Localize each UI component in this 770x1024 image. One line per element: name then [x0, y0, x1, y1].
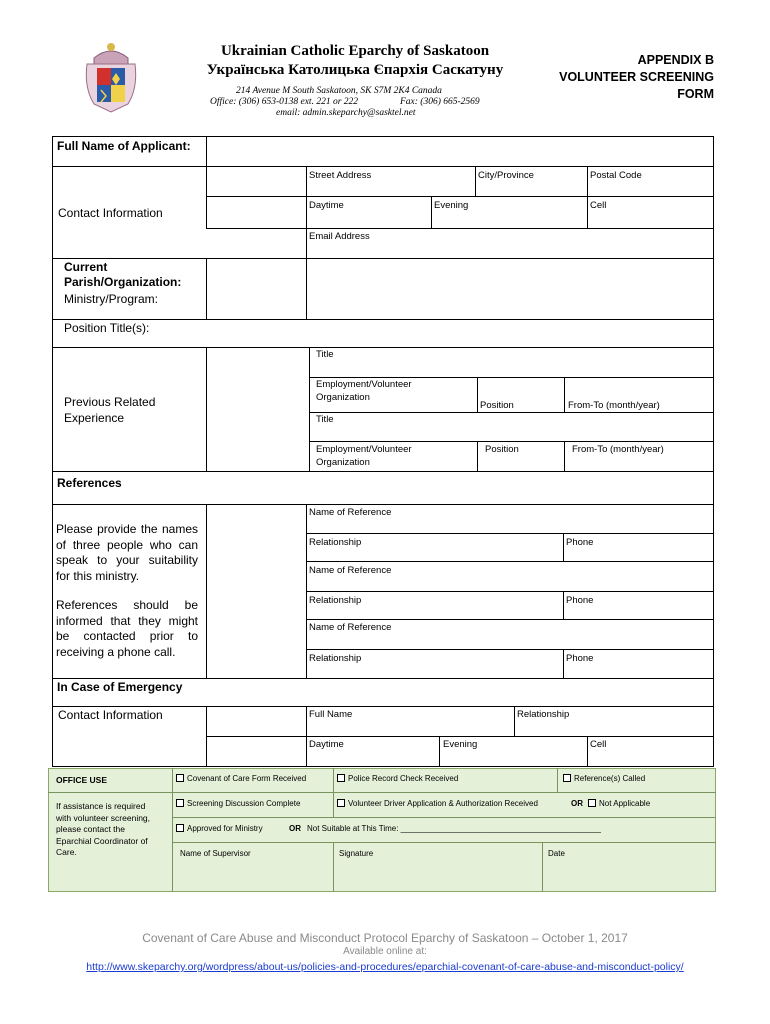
references-instructions: Please provide the names of three people who can speak to your suitability for this ministry. [56, 522, 198, 583]
emergency-daytime-field[interactable]: Daytime [309, 739, 344, 750]
current-label: Current [64, 260, 108, 274]
emergency-contact-label: Contact Information [58, 708, 163, 722]
or-text-2: OR [289, 824, 301, 833]
employment-org-field-1-line2: Organization [316, 392, 370, 403]
reference-name-field-2[interactable]: Name of Reference [309, 565, 392, 576]
city-province-field[interactable]: City/Province [478, 170, 534, 181]
reference-phone-field-1[interactable]: Phone [566, 537, 594, 548]
references-heading: References [57, 476, 122, 490]
emergency-relationship-field[interactable]: Relationship [517, 709, 570, 720]
covenant-checkbox-row[interactable] [176, 773, 306, 784]
date-field[interactable]: Date [548, 849, 565, 858]
footer-available-text: Available online at: [343, 946, 427, 957]
reference-relationship-field-1[interactable]: Relationship [309, 537, 362, 548]
contact-info-label: Contact Information [58, 206, 163, 220]
references-note: References should be informed that they might be contacted prior to receiving a phone call. [56, 598, 198, 659]
not-suitable-field[interactable]: Not Suitable at This Time: _____________________________________________ [307, 824, 601, 833]
street-address-field[interactable]: Street Address [309, 170, 372, 181]
title-field-2[interactable]: Title [316, 414, 334, 425]
checkbox-icon[interactable] [176, 774, 184, 782]
postal-code-field[interactable]: Postal Code [590, 170, 642, 181]
full-name-label: Full Name of Applicant: [57, 139, 191, 153]
previous-experience-label-2: Experience [64, 411, 125, 425]
checkbox-icon[interactable] [337, 774, 345, 782]
address-text: 214 Avenue M South Saskatoon, SK S7M 2K4 Canada [236, 86, 442, 96]
cell-phone-field[interactable]: Cell [590, 200, 607, 211]
supervisor-field[interactable]: Name of Supervisor [180, 849, 251, 858]
approved-label: Approved for Ministry [187, 824, 263, 833]
appendix-line-3: FORM [677, 87, 714, 101]
eparchy-crest-logo [84, 38, 138, 114]
appendix-title [559, 52, 714, 103]
evening-phone-field[interactable]: Evening [434, 200, 469, 211]
reference-name-field-1[interactable]: Name of Reference [309, 507, 392, 518]
police-label: Police Record Check Received [348, 774, 459, 783]
driver-label: Volunteer Driver Application & Authorization Received [348, 799, 538, 808]
emergency-full-name-field[interactable]: Full Name [309, 709, 353, 720]
position-field-2[interactable]: Position [485, 444, 519, 455]
signature-field[interactable]: Signature [339, 849, 374, 858]
approved-checkbox-row[interactable] [176, 823, 263, 834]
screening-label: Screening Discussion Complete [187, 799, 301, 808]
appendix-line-1: APPENDIX B [637, 53, 714, 67]
emergency-evening-field[interactable]: Evening [443, 739, 478, 750]
checkbox-icon[interactable] [563, 774, 571, 782]
employment-org-field-2[interactable]: Employment/Volunteer [316, 444, 412, 455]
footer-policy-link[interactable]: http://www.skeparchy.org/wordpress/about-us/policies-and-procedures/eparchial-covenant-of-care-abuse-and-misconduct-policy/ [86, 961, 684, 973]
office-phone-text: Office: (306) 653-0138 ext. 221 or 222 [210, 97, 359, 107]
covenant-label: Covenant of Care Form Received [187, 774, 307, 783]
footer-protocol-text: Covenant of Care Abuse and Misconduct Protocol Eparchy of Saskatoon – October 1, 2017 [142, 931, 628, 945]
email-text: email: admin.skeparchy@sasktel.net [276, 108, 416, 118]
reference-phone-field-2[interactable]: Phone [566, 595, 594, 606]
parish-organization-label: Parish/Organization: [64, 275, 182, 289]
position-titles-label: Position Title(s): [64, 321, 150, 335]
checkbox-icon[interactable] [176, 799, 184, 807]
employment-org-field-1[interactable]: Employment/Volunteer [316, 379, 412, 390]
checkbox-icon[interactable] [337, 799, 345, 807]
refs-called-label: Reference(s) Called [574, 774, 646, 783]
references-called-checkbox-row[interactable] [563, 773, 645, 784]
reference-name-field-3[interactable]: Name of Reference [309, 622, 392, 633]
checkbox-icon[interactable] [176, 824, 184, 832]
ministry-program-label: Ministry/Program: [64, 292, 159, 306]
email-address-field[interactable]: Email Address [309, 231, 370, 242]
reference-phone-field-3[interactable]: Phone [566, 653, 594, 664]
daytime-phone-field[interactable]: Daytime [309, 200, 344, 211]
police-check-checkbox-row[interactable] [337, 773, 458, 784]
position-field-1[interactable]: Position [480, 400, 514, 411]
or-text: OR [571, 799, 583, 808]
checkbox-icon[interactable] [588, 799, 596, 807]
screening-checkbox-row[interactable] [176, 798, 300, 809]
organization-name-english: Ukrainian Catholic Eparchy of Saskatoon [220, 43, 490, 59]
fax-text: Fax: (306) 665-2569 [400, 97, 480, 107]
previous-experience-label-1: Previous Related [64, 395, 156, 409]
reference-relationship-field-3[interactable]: Relationship [309, 653, 362, 664]
driver-checkbox-row[interactable] [337, 798, 538, 809]
organization-name-ukrainian: Українська Католицька Єпархія Саскатуну [206, 62, 504, 78]
reference-relationship-field-2[interactable]: Relationship [309, 595, 362, 606]
emergency-cell-field[interactable]: Cell [590, 739, 607, 750]
not-applicable-checkbox-row[interactable] [588, 798, 650, 809]
assistance-text: If assistance is required with volunteer screening, please contact the Eparchial Coordinator of Care. [56, 801, 151, 857]
appendix-line-2: VOLUNTEER SCREENING [559, 70, 714, 84]
not-applicable-label: Not Applicable [599, 799, 651, 808]
office-use-label: OFFICE USE [56, 775, 108, 785]
from-to-field-2[interactable]: From-To (month/year) [572, 444, 664, 455]
from-to-field-1[interactable]: From-To (month/year) [568, 400, 660, 411]
emergency-heading: In Case of Emergency [57, 680, 183, 694]
employment-org-field-2-line2: Organization [316, 457, 370, 468]
title-field-1[interactable]: Title [316, 349, 334, 360]
